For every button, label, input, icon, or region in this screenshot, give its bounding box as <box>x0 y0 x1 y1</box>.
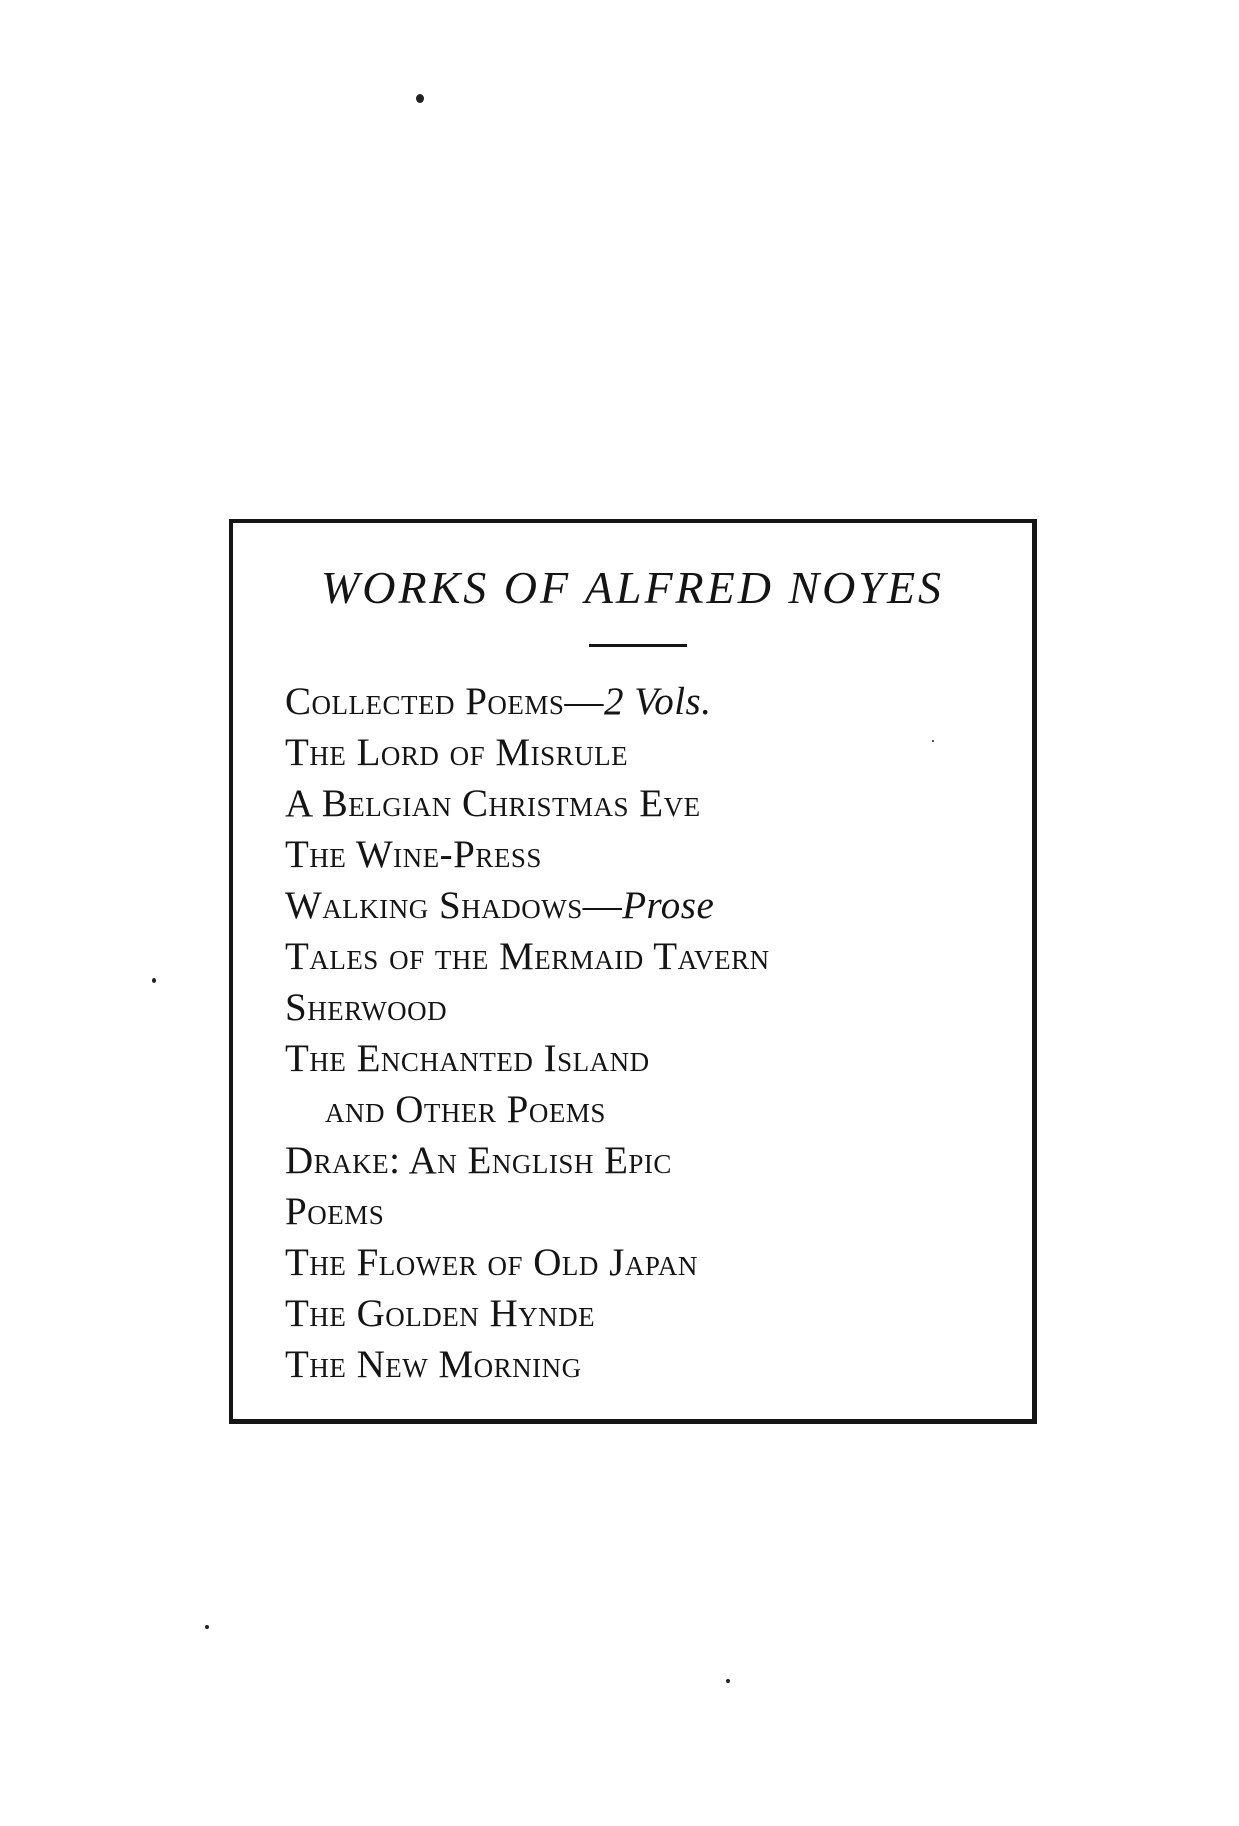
ink-speck <box>416 94 424 103</box>
work-title: The Lord of Misrule <box>285 731 629 774</box>
work-title: The Enchanted Island <box>285 1037 650 1080</box>
work-title: Drake: An English Epic <box>285 1139 672 1182</box>
work-title: The New Morning <box>285 1343 582 1386</box>
ink-speck <box>205 1625 209 1629</box>
works-list-frame <box>229 519 1037 1424</box>
work-note: Prose <box>622 884 715 927</box>
works-list <box>285 676 770 1390</box>
work-title: and Other Poems <box>325 1088 606 1131</box>
work-title: Poems <box>285 1190 385 1233</box>
work-item <box>285 1186 770 1237</box>
work-item <box>285 727 770 778</box>
work-item <box>285 931 770 982</box>
work-title: Collected Poems— <box>285 680 604 723</box>
heading-rule <box>589 644 687 647</box>
work-title: The Golden Hynde <box>285 1292 596 1335</box>
work-title: A Belgian Christmas Eve <box>285 782 701 825</box>
work-title: The Wine-Press <box>285 833 542 876</box>
work-item <box>285 1033 770 1084</box>
work-item-continuation <box>285 1084 770 1135</box>
work-title: Tales of the Mermaid Tavern <box>285 935 770 978</box>
work-item <box>285 982 770 1033</box>
work-note: 2 Vols. <box>603 680 712 723</box>
works-heading: WORKS OF ALFRED NOYES <box>320 562 945 613</box>
work-item <box>285 1237 770 1288</box>
work-title: The Flower of Old Japan <box>285 1241 698 1284</box>
work-title: Sherwood <box>285 986 448 1029</box>
ink-speck <box>152 978 156 983</box>
work-item <box>285 829 770 880</box>
work-item <box>285 880 770 931</box>
work-title: Walking Shadows— <box>285 884 623 927</box>
work-item <box>285 1288 770 1339</box>
work-item <box>285 778 770 829</box>
work-item <box>285 1135 770 1186</box>
work-item <box>285 1339 770 1390</box>
work-item <box>285 676 770 727</box>
ink-speck <box>726 1679 730 1683</box>
